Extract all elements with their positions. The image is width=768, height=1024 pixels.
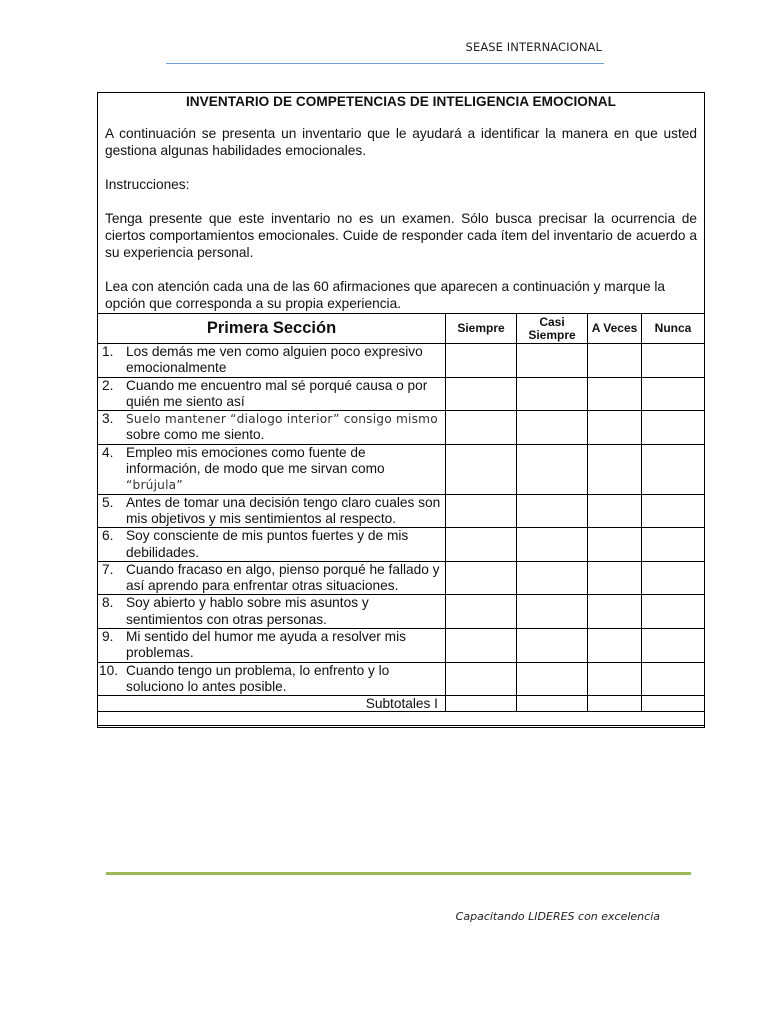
section-title: Primera Sección [98, 314, 446, 344]
item-text: Suelo mantener “dialogo interior” consigo mismo [126, 412, 438, 427]
instructions-heading: Instrucciones: [105, 177, 190, 192]
item-number: 2. [102, 377, 114, 393]
item-number: 9. [102, 629, 114, 645]
item-number: 4. [102, 444, 114, 460]
item-text-cell [98, 444, 446, 494]
item-number: 8. [102, 595, 114, 611]
answer-cell-siempre[interactable] [446, 595, 517, 629]
table-row [98, 444, 705, 494]
answer-cell-nunca[interactable] [642, 662, 705, 696]
answer-cell-casi-siempre[interactable] [517, 377, 588, 411]
answer-cell-nunca[interactable] [642, 595, 705, 629]
answer-cell-a-veces[interactable] [588, 444, 642, 494]
table-row [98, 494, 705, 528]
answer-cell-casi-siempre[interactable] [517, 494, 588, 528]
item-text-cell [98, 377, 446, 411]
item-text-cell [98, 595, 446, 629]
table-row [98, 561, 705, 595]
answer-cell-siempre[interactable] [446, 528, 517, 562]
subtotal-row [98, 696, 705, 712]
answer-cell-a-veces[interactable] [588, 494, 642, 528]
item-text: Mi sentido del humor me ayuda a resolver mis problemas. [126, 629, 406, 661]
item-text-cell [98, 629, 446, 663]
answer-cell-a-veces[interactable] [588, 561, 642, 595]
item-number: 10. [99, 662, 119, 678]
item-text: Cuando tengo un problema, lo enfrento y lo soluciono lo antes posible. [126, 662, 390, 694]
table-row [98, 344, 705, 378]
item-number: 1. [102, 344, 114, 359]
item-text-cell [98, 662, 446, 696]
item-text: Soy consciente de mis puntos fuertes y de mis debilidades. [126, 528, 409, 560]
intro-section [98, 93, 704, 314]
table-row [98, 528, 705, 562]
instructions-paragraph-2: Lea con atención cada una de las 60 afirmaciones que aparecen a continuación y marque la opción que corresponda a su propia experiencia. [105, 279, 666, 311]
answer-cell-nunca[interactable] [642, 377, 705, 411]
answer-cell-nunca[interactable] [642, 494, 705, 528]
answer-cell-siempre[interactable] [446, 662, 517, 696]
inventory-table [97, 313, 705, 728]
item-text: Antes de tomar una decisión tengo claro cuales son mis objetivos y mis sentimientos al respecto. [126, 494, 441, 526]
answer-cell-casi-siempre[interactable] [517, 411, 588, 445]
item-text-cell [98, 561, 446, 595]
item-number: 7. [102, 561, 114, 577]
answer-cell-a-veces[interactable] [588, 411, 642, 445]
item-number: 6. [102, 528, 114, 544]
subtotal-cell-a-veces[interactable] [588, 696, 642, 712]
table-row [98, 629, 705, 663]
subtotal-label: Subtotales I [98, 696, 446, 712]
answer-cell-siempre[interactable] [446, 377, 517, 411]
answer-cell-nunca[interactable] [642, 629, 705, 663]
footer-text: Capacitando LIDERES con excelencia [455, 910, 660, 923]
answer-cell-casi-siempre[interactable] [517, 344, 588, 378]
table-row [98, 595, 705, 629]
item-text-continued: sobre como me siento. [126, 427, 265, 443]
item-text: Soy abierto y hablo sobre mis asuntos y sentimientos con otras personas. [126, 595, 369, 627]
answer-cell-siempre[interactable] [446, 561, 517, 595]
blank-row [98, 712, 705, 728]
item-text-continued: “brújula” [126, 478, 183, 493]
answer-cell-siempre[interactable] [446, 444, 517, 494]
answer-cell-a-veces[interactable] [588, 344, 642, 378]
item-number: 5. [102, 494, 114, 510]
footer-rule [106, 872, 691, 875]
column-header: A Veces [588, 314, 642, 344]
answer-cell-a-veces[interactable] [588, 595, 642, 629]
answer-cell-siempre[interactable] [446, 494, 517, 528]
answer-cell-a-veces[interactable] [588, 377, 642, 411]
subtotal-cell-nunca[interactable] [642, 696, 705, 712]
table-row [98, 377, 705, 411]
answer-cell-a-veces[interactable] [588, 629, 642, 663]
item-text: Empleo mis emociones como fuente de información, de modo que me sirvan como [126, 444, 385, 477]
blank-cell [98, 712, 705, 728]
column-header: Siempre [446, 314, 517, 344]
answer-cell-casi-siempre[interactable] [517, 595, 588, 629]
item-text-cell [98, 344, 446, 378]
answer-cell-nunca[interactable] [642, 344, 705, 378]
inventory-title: INVENTARIO DE COMPETENCIAS DE INTELIGENCIA EMOCIONAL [185, 94, 617, 109]
item-number: 3. [102, 411, 114, 427]
answer-cell-casi-siempre[interactable] [517, 444, 588, 494]
answer-cell-casi-siempre[interactable] [517, 662, 588, 696]
answer-cell-nunca[interactable] [642, 561, 705, 595]
answer-cell-casi-siempre[interactable] [517, 629, 588, 663]
answer-cell-casi-siempre[interactable] [517, 528, 588, 562]
column-header: Casi Siempre [517, 314, 588, 344]
answer-cell-a-veces[interactable] [588, 662, 642, 696]
item-text: Cuando me encuentro mal sé porqué causa o por quién me siento así [126, 377, 428, 409]
answer-cell-siempre[interactable] [446, 629, 517, 663]
item-text: Cuando fracaso en algo, pienso porqué he fallado y así aprendo para enfrentar otras situaciones. [126, 561, 440, 594]
answer-cell-casi-siempre[interactable] [517, 561, 588, 595]
instructions-paragraph: Tenga presente que este inventario no es un examen. Sólo busca precisar la ocurrencia de ciertos comportamientos emocionales. Cuide de responder cada ítem del inventario de acuerdo a su experiencia personal. [105, 211, 697, 260]
table-row [98, 662, 705, 696]
inventory-box [97, 92, 705, 726]
answer-cell-siempre[interactable] [446, 344, 517, 378]
item-text-cell [98, 411, 446, 445]
subtotal-cell-siempre[interactable] [446, 696, 517, 712]
answer-cell-a-veces[interactable] [588, 528, 642, 562]
item-text-cell [98, 494, 446, 528]
header-title: SEASE INTERNACIONAL [465, 40, 602, 54]
answer-cell-nunca[interactable] [642, 528, 705, 562]
column-header: Nunca [642, 314, 705, 344]
header-rule [166, 63, 604, 64]
item-text: Los demás me ven como alguien poco expresivo emocionalmente [126, 344, 423, 376]
subtotal-cell-casi-siempre[interactable] [517, 696, 588, 712]
table-header-row [98, 314, 705, 344]
answer-cell-siempre[interactable] [446, 411, 517, 445]
item-text-cell [98, 528, 446, 562]
table-row [98, 411, 705, 445]
answer-cell-nunca[interactable] [642, 444, 705, 494]
intro-paragraph: A continuación se presenta un inventario que le ayudará a identificar la manera en que usted gestiona algunas habilidades emocionales. [105, 126, 697, 158]
answer-cell-nunca[interactable] [642, 411, 705, 445]
